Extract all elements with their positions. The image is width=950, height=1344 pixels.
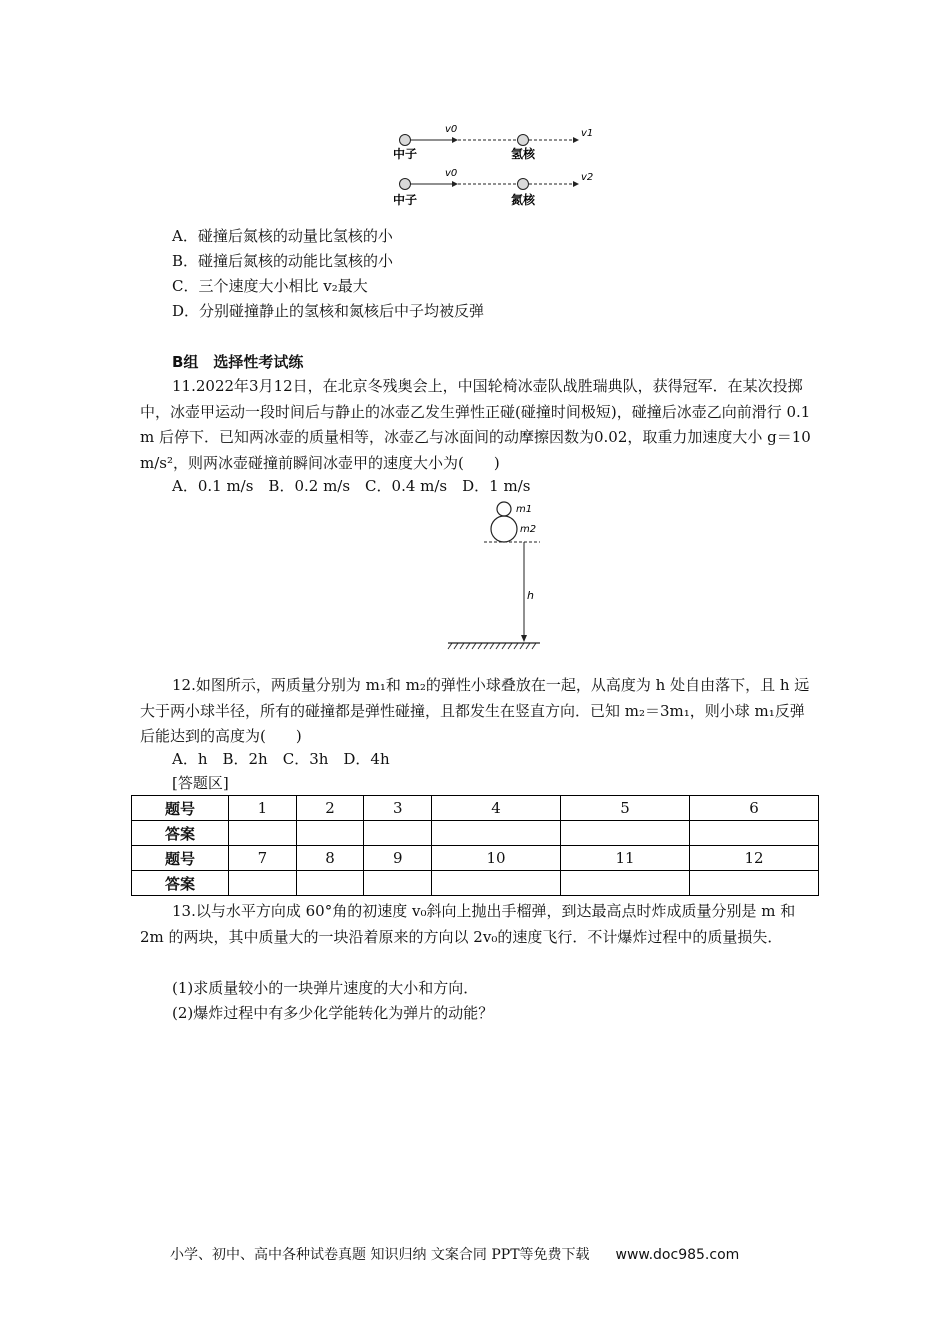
stacked-balls-diagram — [444, 498, 548, 654]
answer-cell[interactable] — [561, 871, 690, 896]
answer-cell[interactable] — [561, 821, 690, 846]
row-label-number: 题号 — [132, 846, 229, 871]
q11-options: A．0.1 m/s B．0.2 m/s C．0.4 m/s D．1 m/s — [172, 477, 531, 495]
answer-cell[interactable] — [432, 821, 561, 846]
answer-cell[interactable] — [690, 871, 819, 896]
question-number-cell: 6 — [690, 796, 819, 821]
ball-m2 — [491, 516, 517, 542]
q12-stem: 12.如图所示，两质量分别为 m₁和 m₂的弹性小球叠放在一起，从高度为 h 处自由落下，且 h 远大于两小球半径，所有的碰撞都是弹性碰撞，且都发生在竖直方向．已知 m₂＝3m₁，则小球 m₁反弹后能达到的高度为( ) — [140, 676, 810, 745]
m1-label: m1 — [516, 504, 533, 515]
q10-option-d: D．分别碰撞静止的氢核和氮核后中子均被反弹 — [172, 302, 485, 320]
neutron-ball-bottom — [400, 179, 411, 190]
table-row — [132, 796, 819, 821]
ball-m1 — [497, 502, 511, 516]
question-number-cell: 1 — [229, 796, 297, 821]
question-number-cell: 10 — [432, 846, 561, 871]
question-number-cell: 5 — [561, 796, 690, 821]
table-row — [132, 821, 819, 846]
q10-option-c: C．三个速度大小相比 v₂最大 — [172, 277, 368, 295]
question-number-cell: 3 — [364, 796, 432, 821]
neutron-label-bottom: 中子 — [393, 193, 418, 207]
footer-text: 小学、初中、高中各种试卷真题 知识归纳 文案合同 PPT等免费下载 — [170, 1247, 590, 1263]
footer-ad — [170, 1244, 739, 1264]
question-number-cell: 8 — [296, 846, 364, 871]
nitrogen-ball — [518, 179, 529, 190]
answer-area-label: [答题区] — [172, 774, 229, 792]
question-number-cell: 11 — [561, 846, 690, 871]
answer-table — [131, 795, 819, 896]
neutron-ball-top — [400, 135, 411, 146]
question-number-cell: 12 — [690, 846, 819, 871]
answer-cell[interactable] — [690, 821, 819, 846]
collision-diagram — [390, 118, 600, 210]
answer-cell[interactable] — [432, 871, 561, 896]
q10-option-b: B．碰撞后氮核的动能比氢核的小 — [172, 252, 394, 270]
v1-label: v1 — [581, 128, 594, 139]
table-row — [132, 846, 819, 871]
question-number-cell: 9 — [364, 846, 432, 871]
answer-cell[interactable] — [364, 871, 432, 896]
answer-cell[interactable] — [229, 821, 297, 846]
question-number-cell: 4 — [432, 796, 561, 821]
question-number-cell: 7 — [229, 846, 297, 871]
answer-cell[interactable] — [296, 821, 364, 846]
question-number-cell: 2 — [296, 796, 364, 821]
hydrogen-ball — [518, 135, 529, 146]
row-label-answer: 答案 — [132, 821, 229, 846]
row-label-number: 题号 — [132, 796, 229, 821]
hydrogen-label: 氢核 — [511, 147, 536, 161]
v0-label-top: v0 — [445, 124, 458, 135]
q11-stem: 11.2022年3月12日，在北京冬残奥会上，中国轮椅冰壶队战胜瑞典队，获得冠军．在某次投掷中，冰壶甲运动一段时间后与静止的冰壶乙发生弹性正碰(碰撞时间极短)，碰撞后冰壶乙向前滑行 0.1 m 后停下．已知两冰壶的质量相等，冰壶乙与冰面间的动摩擦因数为0.02，取重力加速度大小 g＝10 m/s²，则两冰壶碰撞前瞬间冰壶甲的速度大小为( ) — [140, 377, 811, 472]
h-label: h — [527, 589, 534, 602]
q13-sub1: (1)求质量较小的一块弹片速度的大小和方向． — [172, 979, 479, 997]
answer-cell[interactable] — [364, 821, 432, 846]
q13-sub2: (2)爆炸过程中有多少化学能转化为弹片的动能？ — [172, 1004, 494, 1022]
footer-link[interactable]: www.doc985.com — [615, 1247, 740, 1263]
v0-label-bottom: v0 — [445, 168, 458, 179]
nitrogen-label: 氮核 — [511, 193, 536, 207]
m2-label: m2 — [520, 524, 537, 535]
neutron-label-top: 中子 — [393, 147, 418, 161]
q13-stem: 13.以与水平方向成 60°角的初速度 v₀斜向上抛出手榴弹，到达最高点时炸成质量分别是 m 和 2m 的两块，其中质量大的一块沿着原来的方向以 2v₀的速度飞行．不计爆炸过程中的质量损失． — [140, 902, 796, 946]
v2-label: v2 — [581, 172, 594, 183]
table-row — [132, 871, 819, 896]
q12-options: A．h B．2h C．3h D．4h — [172, 750, 390, 768]
answer-cell[interactable] — [296, 871, 364, 896]
answer-cell[interactable] — [229, 871, 297, 896]
row-label-answer: 答案 — [132, 871, 229, 896]
section-b-heading: B组 选择性考试练 — [172, 353, 304, 371]
q10-option-a: A．碰撞后氮核的动量比氢核的小 — [172, 227, 393, 245]
